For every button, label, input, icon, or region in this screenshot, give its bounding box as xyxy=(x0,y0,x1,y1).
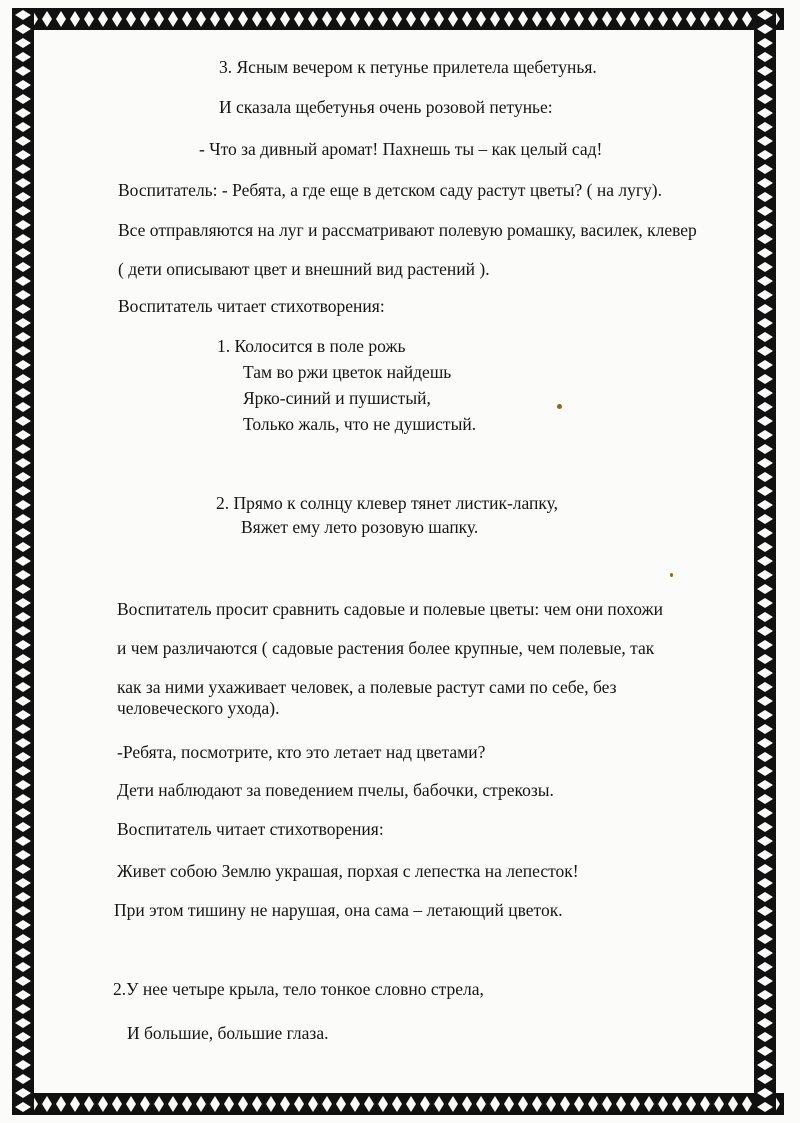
paragraph-line: человеческого ухода). xyxy=(117,698,280,718)
paragraph-line: Воспитатель читает стихотворения: xyxy=(118,296,385,316)
paragraph-line: Дети наблюдают за поведением пчелы, бабочки, стрекозы. xyxy=(117,780,554,800)
decorative-border-right xyxy=(754,8,776,1115)
ink-speck xyxy=(670,573,673,577)
poem-line: Там во ржи цветок найдешь xyxy=(243,362,452,382)
decorative-border-bottom xyxy=(12,1093,784,1115)
poem-line: Вяжет ему лето розовую шапку. xyxy=(241,517,479,537)
paragraph-line: Воспитатель читает стихотворения: xyxy=(117,819,384,839)
decorative-border-top xyxy=(12,8,784,30)
poem-line: 3. Ясным вечером к петунье прилетела щебетунья. xyxy=(219,57,597,77)
paragraph-line: ( дети описывают цвет и внешний вид растений ). xyxy=(118,259,490,279)
paragraph-line: Воспитатель: - Ребята, а где еще в детском саду растут цветы? ( на лугу). xyxy=(118,180,662,200)
poem-line: 1. Колосится в поле рожь xyxy=(217,336,406,356)
paragraph-line: Все отправляются на луг и рассматривают полевую ромашку, василек, клевер xyxy=(118,220,697,240)
paragraph-line: и чем различаются ( садовые растения более крупные, чем полевые, так xyxy=(117,638,655,658)
poem-line: При этом тишину не нарушая, она сама – летающий цветок. xyxy=(114,900,563,920)
poem-line: И сказала щебетунья очень розовой петунье: xyxy=(219,97,553,117)
poem-line: 2.У нее четыре крыла, тело тонкое словно стрела, xyxy=(113,979,484,999)
poem-line: Ярко-синий и пушистый, xyxy=(243,388,431,408)
decorative-border-left xyxy=(12,8,34,1115)
poem-line: Только жаль, что не душистый. xyxy=(243,414,477,434)
paragraph-line: -Ребята, посмотрите, кто это летает над цветами? xyxy=(117,742,486,762)
poem-line: И большие, большие глаза. xyxy=(127,1023,329,1043)
poem-line: Живет собою Землю украшая, порхая с лепестка на лепесток! xyxy=(117,861,579,881)
paragraph-line: как за ними ухаживает человек, а полевые растут сами по себе, без xyxy=(117,677,617,697)
paragraph-line: Воспитатель просит сравнить садовые и полевые цветы: чем они похожи xyxy=(117,599,663,619)
poem-line: 2. Прямо к солнцу клевер тянет листик-лапку, xyxy=(216,493,559,513)
poem-line: - Что за дивный аромат! Пахнешь ты – как целый сад! xyxy=(199,139,603,159)
ink-speck xyxy=(557,404,562,409)
